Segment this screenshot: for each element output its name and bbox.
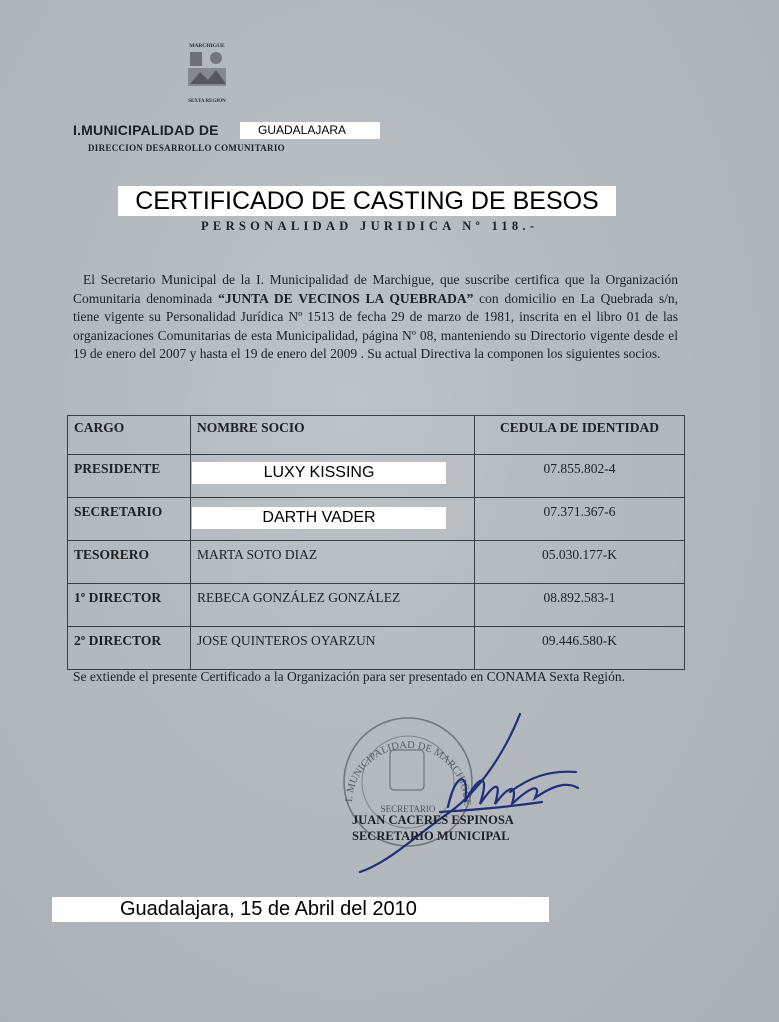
cargo-cell: PRESIDENTE <box>68 455 191 498</box>
table-header-row <box>68 416 685 455</box>
signatory-title: SECRETARIO MUNICIPAL <box>352 829 510 843</box>
seal-bottom-text: SECRETARIO <box>380 804 436 814</box>
department-name: DIRECCION DESARROLLO COMUNITARIO <box>88 143 285 153</box>
body-paragraph <box>73 271 678 364</box>
seal-ring-text: I. MUNICIPALIDAD DE MARCHIGUE <box>344 739 473 806</box>
municipality-name-overlay: GUADALAJARA <box>240 122 380 139</box>
cargo-cell: 2º DIRECTOR <box>68 627 191 670</box>
cedula-cell: 09.446.580-K <box>475 627 685 670</box>
header-cedula: CEDULA DE IDENTIDAD <box>475 416 685 455</box>
crest-bottom-text: SEXTA REGION <box>188 99 226 104</box>
closing-paragraph: Se extiende el presente Certificado a la Organización para ser presentado en CONAMA Sexta Región. <box>73 669 625 684</box>
body-text-2: con domicilio en La Quebrada s/n, tiene vigente su Personalidad Jurídica Nº 1513 de fecha 29 de marzo de 1981, inscrita en el libro 01 de las organizaciones Comunitarias de esta Municipalidad, página Nº 08, manteniendo su Directorio vigente desde el 19 de enero del 2007 y hasta el 19 de enero del 2009 . Su actual Directiva la componen los siguientes socios. <box>73 290 678 361</box>
date-line-overlay: Guadalajara, 15 de Abril del 2010 <box>52 897 549 922</box>
cedula-cell: 05.030.177-K <box>475 541 685 584</box>
secretary-name-overlay: DARTH VADER <box>192 507 446 529</box>
header-cargo: CARGO <box>68 416 191 455</box>
cargo-cell: 1º DIRECTOR <box>68 584 191 627</box>
certificate-title: CERTIFICADO DE CASTING DE BESOS <box>118 186 616 216</box>
certificate-subtitle: PERSONALIDAD JURIDICA Nº 118.- <box>201 219 539 233</box>
members-table <box>67 415 685 670</box>
organization-name: “JUNTA DE VECINOS LA QUEBRADA” <box>218 290 474 306</box>
table-row <box>68 541 685 584</box>
header-nombre: NOMBRE SOCIO <box>191 416 475 455</box>
cargo-cell: SECRETARIO <box>68 498 191 541</box>
cedula-cell: 07.855.802-4 <box>475 455 685 498</box>
municipal-crest-icon <box>176 40 238 104</box>
nombre-cell: REBECA GONZÁLEZ GONZÁLEZ <box>191 584 475 627</box>
signatory-name: JUAN CACERES ESPINOSA <box>352 813 514 827</box>
municipality-label: I.MUNICIPALIDAD DE <box>73 122 219 138</box>
nombre-cell: MARTA SOTO DIAZ <box>191 541 475 584</box>
crest-top-text: MARCHIGUE <box>189 43 225 49</box>
table-row <box>68 584 685 627</box>
cedula-cell: 07.371.367-6 <box>475 498 685 541</box>
body-text-1: El Secretario Municipal de la I. Municipalidad de Marchigue, que suscribe certifica que la Organización Comunitaria denominada <box>73 272 678 306</box>
handwritten-signature <box>360 714 578 872</box>
cedula-cell: 08.892.583-1 <box>475 584 685 627</box>
table-row <box>68 627 685 670</box>
municipal-seal-icon <box>330 712 580 882</box>
cargo-cell: TESORERO <box>68 541 191 584</box>
president-name-overlay: LUXY KISSING <box>192 462 446 484</box>
nombre-cell: JOSE QUINTEROS OYARZUN <box>191 627 475 670</box>
